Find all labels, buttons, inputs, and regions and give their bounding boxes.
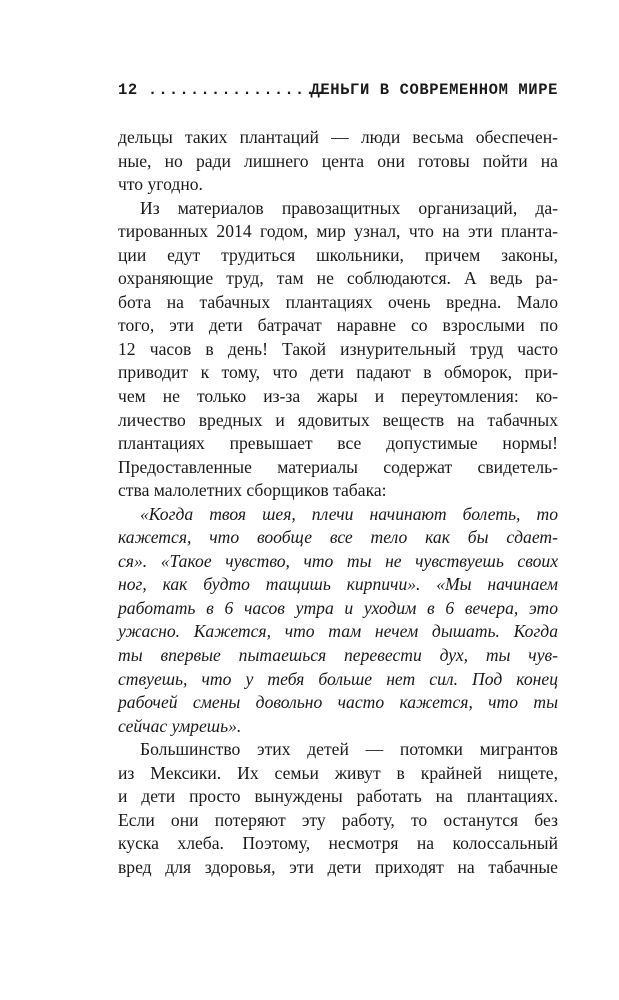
paragraph bbox=[118, 197, 558, 503]
text-line: ные, но ради лишнего цента они готовы пойти на bbox=[118, 150, 558, 171]
text-line: плантациях превышает все допустимые нормы! bbox=[118, 433, 558, 454]
text-line: дельцы таких плантаций — люди весьма обеспечен- bbox=[118, 127, 558, 147]
text-line: бота на табачных плантациях очень вредна. Мало bbox=[118, 291, 558, 312]
text-line: приводит к тому, что дети падают в обморок, при- bbox=[118, 362, 558, 383]
text-line: охраняющие труд, там не соблюдаются. А ведь ра- bbox=[118, 268, 558, 289]
text-line: что угодно. bbox=[118, 174, 203, 195]
text-line: вред для здоровья, эти дети приходят на табачные bbox=[118, 856, 558, 877]
text-line: кажется, что вообще все тело как бы сдает- bbox=[118, 527, 558, 548]
text-line: того, эти дети батрачат наравне со взрослыми по bbox=[118, 315, 558, 336]
text-line: ции едут трудиться школьники, причем законы, bbox=[118, 244, 558, 265]
text-line: Большинство этих детей — потомки мигрантов bbox=[140, 739, 558, 760]
text-line: из Мексики. Их семьи живут в крайней нищете, bbox=[118, 762, 558, 783]
text-line: «Когда твоя шея, плечи начинают болеть, то bbox=[140, 503, 558, 524]
running-header bbox=[118, 80, 558, 100]
text-line: ты впервые пытаешься перевести дух, ты чув- bbox=[118, 645, 558, 666]
text-line: и дети просто вынуждены работать на плантациях. bbox=[118, 786, 558, 807]
text-line: ства малолетних сборщиков табака: bbox=[118, 480, 387, 501]
text-line: Если они потеряют эту работу, то останутся без bbox=[118, 809, 558, 830]
text-line: тированных 2014 годом, мир узнал, что на эти планта- bbox=[118, 221, 558, 242]
quote-paragraph bbox=[118, 503, 558, 738]
text-line: Из материалов правозащитных организаций, да- bbox=[140, 197, 558, 218]
paragraph bbox=[118, 738, 558, 879]
text-line: сейчас умрешь». bbox=[118, 715, 242, 736]
text-line: ужасно. Кажется, что там нечем дышать. Когда bbox=[118, 621, 558, 642]
text-line: чем не только из-за жары и переутомления: ко- bbox=[118, 386, 558, 407]
running-title: ДЕНЬГИ В СОВРЕМЕННОМ МИРЕ bbox=[310, 81, 558, 99]
body-text bbox=[118, 126, 558, 880]
text-line: ся». «Такое чувство, что ты не чувствуешь своих bbox=[118, 550, 558, 571]
text-line: Предоставленные материалы содержат свидетель- bbox=[118, 456, 558, 477]
text-line: личество вредных и ядовитых веществ на табачных bbox=[118, 409, 558, 430]
paragraph bbox=[118, 126, 558, 197]
text-line: ствуешь, что у тебя больше нет сил. Под конец bbox=[118, 668, 558, 689]
leader-dots: ................. bbox=[147, 81, 327, 99]
page-number: 12 bbox=[118, 81, 138, 99]
text-line: куска хлеба. Поэтому, несмотря на колоссальный bbox=[118, 833, 558, 854]
text-line: рабочей смены довольно часто кажется, что ты bbox=[118, 692, 558, 713]
text-line: ног, как будто тащишь кирпичи». «Мы начинаем bbox=[118, 574, 558, 595]
text-line: работать в 6 часов утра и уходим в 6 вечера, это bbox=[118, 597, 558, 618]
text-line: 12 часов в день! Такой изнурительный труд часто bbox=[118, 338, 558, 359]
